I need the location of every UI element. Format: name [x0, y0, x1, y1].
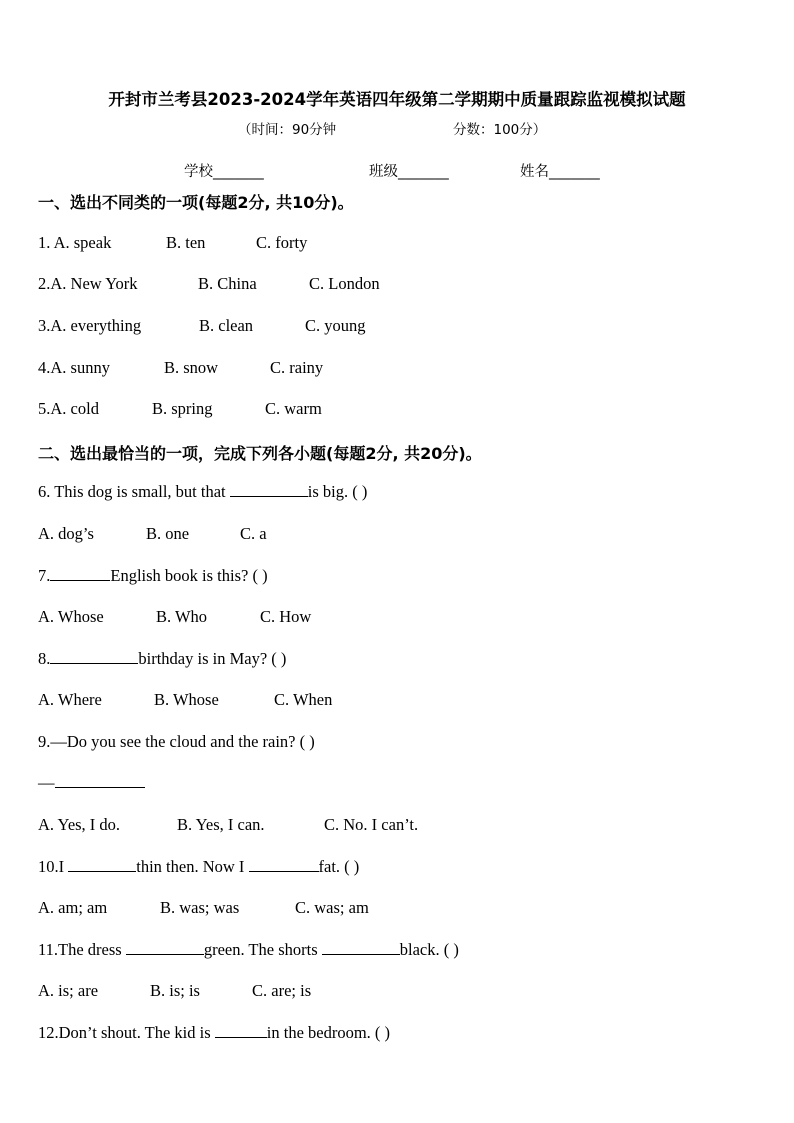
- q11-option-b: B. is; is: [150, 981, 200, 1000]
- question-8: [38, 649, 286, 669]
- q2-option-b: B. China: [198, 274, 257, 293]
- q6-option-b: B. one: [146, 524, 190, 543]
- q5-option-b: B. spring: [152, 399, 213, 418]
- q8-blank: [50, 649, 138, 664]
- q9-answer-line: [38, 773, 145, 793]
- question-9: 9.—Do you see the cloud and the rain? ( ): [38, 732, 315, 751]
- q7-option-b: B. Who: [156, 607, 208, 626]
- q8-option-c: C. When: [274, 690, 333, 709]
- exam-time: （时间：90分钟: [238, 122, 337, 138]
- q3-option-c: C. young: [305, 316, 366, 335]
- exam-score: 分数：100分）: [453, 122, 547, 138]
- q10-option-c: C. was; am: [295, 898, 369, 917]
- q12-blank: [215, 1023, 267, 1038]
- question-11: [38, 940, 459, 960]
- q6-option-c: C. a: [240, 524, 267, 543]
- question-6: [38, 482, 367, 502]
- q8-option-b: B. Whose: [154, 690, 219, 709]
- q11-stem-end: black. ( ): [399, 940, 459, 959]
- q9-option-b: B. Yes, I can.: [177, 815, 265, 834]
- q9-option-c: C. No. I can’t.: [324, 815, 419, 834]
- q6-stem-end: is big. ( ): [307, 482, 368, 501]
- q6-option-a: A. dog’s: [38, 524, 94, 543]
- q12-stem-end: in the bedroom. ( ): [266, 1023, 391, 1042]
- q11-stem-start: 11.The dress: [38, 940, 126, 959]
- section-1-heading: 一、选出不同类的一项(每题2分, 共10分)。: [38, 193, 354, 212]
- q6-stem-start: 6. This dog is small, but that: [38, 482, 230, 501]
- q11-option-c: C. are; is: [252, 981, 312, 1000]
- q1-option-b: B. ten: [166, 233, 206, 252]
- q3-option-b: B. clean: [199, 316, 254, 335]
- q7-option-c: C. How: [260, 607, 312, 626]
- q10-blank-1: [68, 857, 136, 872]
- q10-option-a: A. am; am: [38, 898, 108, 917]
- q8-option-a: A. Where: [38, 690, 102, 709]
- q10-stem-mid: thin then. Now I: [136, 857, 249, 876]
- question-7: [38, 566, 268, 586]
- q10-stem-start: 10.I: [38, 857, 69, 876]
- q4-option-c: C. rainy: [270, 358, 324, 377]
- question-10: [38, 857, 359, 877]
- q1-option-a: 1. A. speak: [38, 233, 112, 252]
- q5-option-c: C. warm: [265, 399, 322, 418]
- exam-title: 开封市兰考县2023-2024学年英语四年级第二学期期中质量跟踪监视模拟试题: [108, 90, 686, 109]
- q7-blank: [50, 566, 110, 581]
- q2-option-a: 2.A. New York: [38, 274, 138, 293]
- q2-option-c: C. London: [309, 274, 380, 293]
- school-field: 学校_______: [184, 164, 264, 180]
- q9-blank: [55, 773, 145, 788]
- q9-dash: —: [38, 773, 55, 792]
- q7-stem-start: 7.: [38, 566, 51, 585]
- class-field: 班级_______: [369, 164, 449, 180]
- section-2-heading: 二、选出最恰当的一项，完成下列各小题(每题2分, 共20分)。: [38, 444, 482, 463]
- q1-option-c: C. forty: [256, 233, 308, 252]
- q10-blank-2: [249, 857, 319, 872]
- q7-option-a: A. Whose: [38, 607, 104, 626]
- q11-blank-2: [322, 940, 400, 955]
- q7-stem-end: English book is this? ( ): [110, 566, 268, 585]
- name-field: 姓名_______: [520, 164, 600, 180]
- q11-blank-1: [126, 940, 204, 955]
- question-12: [38, 1023, 390, 1043]
- q11-option-a: A. is; are: [38, 981, 99, 1000]
- q6-blank: [230, 482, 308, 497]
- q10-stem-end: fat. ( ): [318, 857, 360, 876]
- q8-stem-start: 8.: [38, 649, 51, 668]
- q4-option-a: 4.A. sunny: [38, 358, 110, 377]
- q10-option-b: B. was; was: [160, 898, 240, 917]
- q9-option-a: A. Yes, I do.: [38, 815, 121, 834]
- q11-stem-mid: green. The shorts: [203, 940, 322, 959]
- q12-stem-start: 12.Don’t shout. The kid is: [38, 1023, 215, 1042]
- q4-option-b: B. snow: [164, 358, 219, 377]
- q8-stem-end: birthday is in May? ( ): [138, 649, 287, 668]
- q3-option-a: 3.A. everything: [38, 316, 142, 335]
- q5-option-a: 5.A. cold: [38, 399, 99, 418]
